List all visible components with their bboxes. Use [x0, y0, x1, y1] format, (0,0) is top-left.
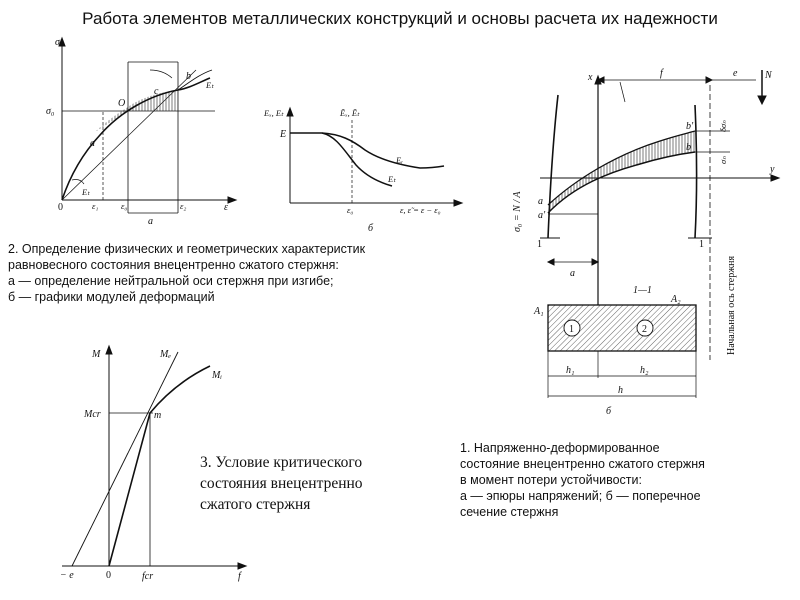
fig2b-modulus-graph	[287, 108, 462, 206]
svg-text:0: 0	[58, 202, 63, 213]
caption-fig1-line: состояние внецентренно сжатого стержня	[460, 457, 705, 471]
svg-text:y: y	[770, 164, 775, 175]
svg-text:Mᵢ: Mᵢ	[212, 370, 222, 381]
caption-fig3-line: 3. Условие критического	[200, 454, 363, 471]
caption-fig2-line: 2. Определение физических и геометрических характеристик	[8, 242, 366, 256]
svg-text:б: б	[606, 406, 612, 417]
svg-text:b′: b′	[686, 121, 694, 132]
svg-text:A₁: A₁	[534, 306, 544, 317]
fig2a-labels	[46, 37, 228, 227]
svg-text:σ₀: σ₀	[46, 106, 55, 117]
svg-text:a: a	[538, 196, 543, 207]
svg-text:σ₀ = N / A: σ₀ = N / A	[512, 191, 523, 232]
svg-text:O: O	[118, 98, 126, 109]
svg-text:а: а	[570, 268, 575, 279]
svg-text:σₙ: σₙ	[718, 156, 728, 164]
svg-text:Eₜ: Eₜ	[82, 187, 90, 197]
svg-text:f: f	[238, 571, 241, 582]
caption-fig2	[8, 241, 498, 305]
caption-fig3-line: сжатого стержня	[200, 496, 311, 513]
svg-text:M: M	[92, 349, 101, 360]
svg-text:Eₓ, Eₜ: Eₓ, Eₜ	[264, 108, 284, 118]
svg-text:N: N	[765, 70, 772, 81]
fig2a-curve	[62, 78, 210, 200]
svg-text:a: a	[90, 138, 95, 149]
svg-text:δσₙ: δσₙ	[718, 120, 728, 132]
svg-text:σ: σ	[55, 37, 60, 48]
svg-text:f: f	[660, 68, 663, 79]
caption-fig2-line: б — графики модулей деформаций	[8, 290, 215, 304]
fig2b-curve-Er	[290, 133, 444, 168]
caption-fig3	[200, 452, 425, 515]
svg-text:− e: − e	[60, 570, 74, 581]
caption-fig1-line: а — эпюры напряжений; б — поперечное	[460, 489, 701, 503]
svg-text:б: б	[368, 223, 374, 234]
caption-fig2-line: а — определение нейтральной оси стержня при изгибе;	[8, 274, 334, 288]
svg-text:1: 1	[569, 324, 574, 335]
svg-text:Eₜ: Eₜ	[388, 174, 396, 184]
svg-text:1: 1	[537, 239, 542, 250]
svg-text:1: 1	[699, 239, 704, 250]
svg-text:m: m	[154, 410, 162, 421]
page-title: Работа элементов металлических конструкций и основы расчета их надежности	[82, 9, 718, 28]
svg-text:ε₀: ε₀	[347, 205, 354, 215]
svg-text:h₁: h₁	[566, 365, 575, 376]
caption-fig2-line: равновесного состояния внецентренно сжатого стержня:	[8, 258, 339, 272]
caption-fig1-line: сечение стержня	[460, 505, 559, 519]
svg-text:A₂: A₂	[671, 294, 681, 305]
svg-text:Mcr: Mcr	[84, 409, 101, 420]
svg-text:Eᵣ: Eᵣ	[396, 155, 404, 165]
svg-text:c: c	[154, 86, 159, 97]
caption-fig3-line: состояния внецентренно	[200, 475, 363, 492]
svg-text:h₂: h₂	[640, 365, 649, 376]
svg-text:e: e	[733, 68, 738, 79]
svg-text:fcr: fcr	[142, 571, 154, 582]
svg-text:ε₂: ε₂	[180, 201, 187, 211]
svg-text:Ẽₓ, Ẽₜ: Ẽₓ, Ẽₜ	[340, 108, 360, 118]
svg-text:b: b	[686, 142, 691, 153]
fig3-Me-line	[72, 352, 178, 566]
svg-text:1—1: 1—1	[633, 285, 652, 296]
fig1-column	[540, 70, 779, 398]
svg-text:a′: a′	[538, 210, 546, 221]
svg-text:а: а	[148, 216, 153, 227]
caption-fig1-line: 1. Напряженно-деформированное	[460, 441, 660, 455]
svg-text:E: E	[280, 129, 287, 140]
svg-text:Начальная ось стержня: Начальная ось стержня	[726, 255, 737, 355]
svg-text:h: h	[618, 385, 623, 396]
svg-text:x: x	[588, 72, 593, 83]
svg-text:b: b	[186, 71, 191, 82]
svg-text:ε: ε	[224, 202, 228, 213]
fig1-labels	[512, 68, 775, 417]
svg-text:Mₑ: Mₑ	[160, 349, 171, 360]
caption-fig1	[460, 440, 780, 520]
fig2a-elastic-line	[62, 70, 196, 200]
svg-text:ε₁: ε₁	[92, 201, 99, 211]
svg-text:ε₀: ε₀	[121, 201, 128, 211]
fig3-Mi-curve	[109, 366, 210, 566]
fig2b-curve-Et	[322, 133, 392, 186]
caption-fig1-line: в момент потери устойчивости:	[460, 473, 642, 487]
svg-text:2: 2	[642, 324, 647, 335]
svg-text:ε, ε̃ = ε − ε₀: ε, ε̃ = ε − ε₀	[400, 205, 441, 215]
svg-text:0: 0	[106, 570, 111, 581]
svg-text:Eₜ: Eₜ	[206, 80, 214, 90]
